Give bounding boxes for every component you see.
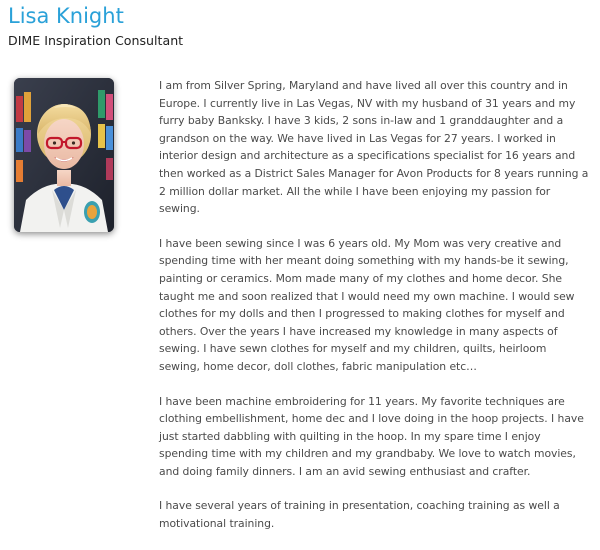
bio-paragraph: I have several years of training in presentation, coaching training as well a motivational training. bbox=[159, 499, 560, 531]
profile-photo bbox=[14, 78, 114, 232]
bio-paragraph: I have been machine embroidering for 11 years. My favorite techniques are clothing embellishment, home dec and I love doing in the hoop projects. I have just started dabbling with quilting in the hoop. In my spare time I enjoy spending time with my children and my grandbaby. We love to watch movies, and doing family dinners. I am an avid sewing enthusiast and crafter. bbox=[159, 394, 584, 478]
portrait-illustration bbox=[14, 78, 114, 232]
bio-paragraph: I have been sewing since I was 6 years old. My Mom was very creative and spending time with her meant doing something with my hands-be it sewing, painting or ceramics. Mom made many of my clothes and home decor. She taught me and soon realized that I would need my own machine. I would sew clothes for my dolls and then I progressed to making clothes for myself and others. Over the years I have increased my knowledge in many aspects of sewing. I have sewn clothes for myself and my children, quilts, heirloom sewing, home decor, doll clothes, fabric manipulation etc… bbox=[159, 236, 575, 373]
bio-paragraph: I am from Silver Spring, Maryland and have lived all over this country and in Europe. I currently live in Las Vegas, NV with my husband of 31 years and my furry baby Banksky. I have 3 kids, 2 sons in-law and 1 granddaughter and a grandson on the way. We have lived in Las Vegas for 27 years. I worked in interior design and architecture as a specifications specialist for 16 years and then worked as a District Sales Manager for Avon Products for 8 years running a 2 million dollar market. All the while I have been enjoying my passion for sewing. bbox=[159, 79, 589, 216]
profile-role: DIME Inspiration Consultant bbox=[8, 33, 184, 48]
profile-name: Lisa Knight bbox=[8, 4, 124, 28]
bio-section bbox=[159, 77, 589, 550]
